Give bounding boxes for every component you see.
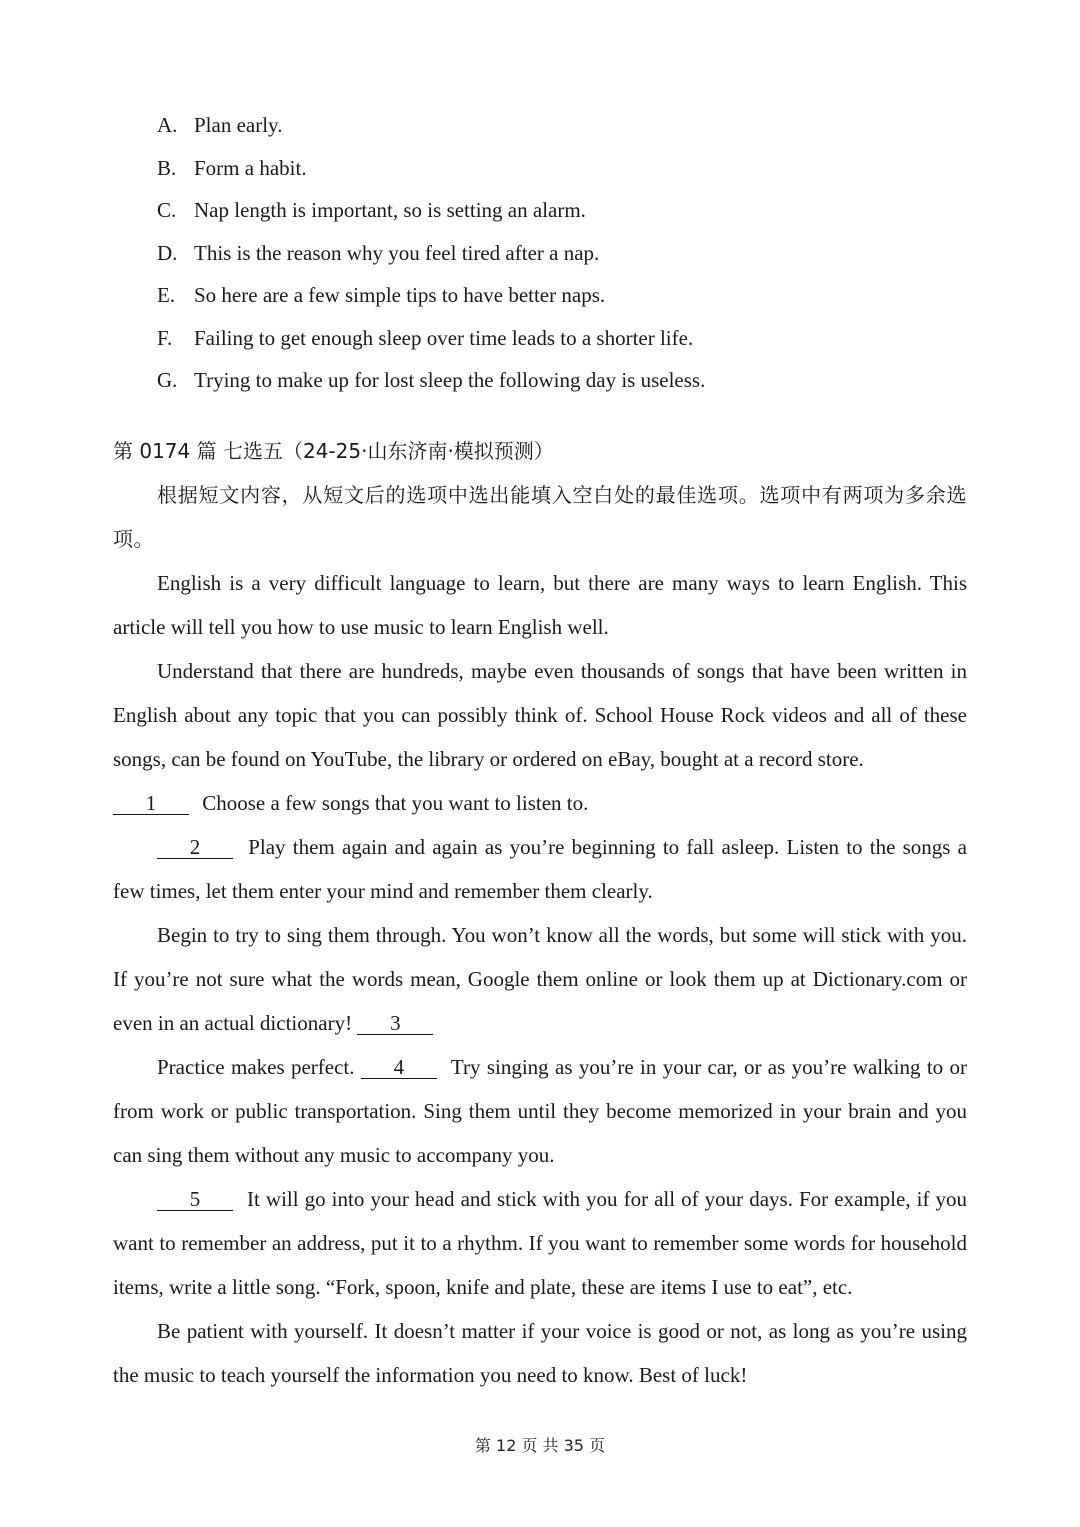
option-e [157, 274, 977, 317]
paragraph-text: It will go into your head and stick with you for all of your days. For example, if you want to remember an address, put it to a rhythm. If you want to remember some words for household items, write a little song. “Fork, spoon, knife and plate, these are items I use to eat”, etc. [113, 1187, 967, 1299]
option-text: So here are a few simple tips to have better naps. [194, 283, 606, 307]
option-d [157, 232, 977, 275]
passage-paragraph-7: Be patient with yourself. It doesn’t matter if your voice is good or not, as long as you’re using the music to teach yourself the information you need to know. Best of luck! [113, 1319, 967, 1387]
option-letter: D. [157, 240, 178, 265]
paragraph-text: Understand that there are hundreds, maybe even thousands of songs that have been written in English about any topic that you can possibly think of. School House Rock videos and all of these songs, can be found on YouTube, the library or ordered on eBay, bought at a record store. [113, 659, 967, 771]
paragraph-text: Practice makes perfect. [157, 1055, 355, 1079]
paragraph-text: Play them again and again as you’re beginning to fall asleep. Listen to the songs a few times, let them enter your mind and remember them clearly. [113, 835, 967, 903]
option-text: Nap length is important, so is setting an alarm. [194, 198, 586, 222]
option-letter: F. [157, 325, 173, 350]
option-letter: E. [157, 283, 176, 307]
paragraph-text: Choose a few songs that you want to listen to. [202, 791, 589, 815]
option-letter: B. [157, 155, 177, 180]
section-title [113, 430, 554, 472]
blank-5[interactable]: 5 [157, 1188, 233, 1211]
passage-paragraph-6 [113, 1177, 967, 1309]
passage-paragraph-4 [113, 913, 967, 1045]
passage-paragraph-2 [113, 649, 967, 781]
paragraph-text: Begin to try to sing them through. You won’t know all the words, but some will stick with you. If you’re not sure what the words mean, Google them online or look them up at Dictionary.com or even in an actual dictionary! [113, 923, 967, 1035]
blank-2[interactable]: 2 [157, 836, 233, 859]
passage-paragraph-2-cont [113, 781, 967, 825]
option-letter: A. [157, 113, 178, 137]
answer-options [157, 104, 977, 402]
option-text: Trying to make up for lost sleep the following day is useless. [194, 368, 706, 392]
instructions: 根据短文内容，从短文后的选项中选出能填入空白处的最佳选项。选项中有两项为多余选项。 [113, 483, 967, 551]
blank-3[interactable]: 3 [357, 1012, 433, 1035]
passage-paragraph-1: English is a very difficult language to learn, but there are many ways to learn English. This article will tell you how to use music to learn English well. [113, 571, 967, 639]
passage-paragraph-5 [113, 1045, 967, 1177]
passage-paragraph-3 [113, 825, 967, 913]
option-letter: G. [157, 368, 178, 392]
blank-1[interactable]: 1 [113, 792, 189, 815]
option-g [157, 359, 977, 402]
passage-body [113, 473, 967, 1397]
option-f [157, 317, 977, 360]
option-text: This is the reason why you feel tired after a nap. [194, 240, 600, 265]
paragraph-text: Try singing as you’re in your car, or as you’re walking to or from work or public transportation. Sing them until they become memorized in your brain and you can sing them without any music to accompany you. [113, 1055, 968, 1167]
option-text: Form a habit. [194, 155, 307, 180]
option-a [157, 104, 977, 147]
blank-4[interactable]: 4 [361, 1056, 437, 1079]
option-text: Failing to get enough sleep over time leads to a shorter life. [194, 325, 694, 350]
option-letter: C. [157, 198, 177, 222]
option-text: Plan early. [194, 113, 283, 137]
option-b [157, 147, 977, 190]
page-footer: 第 12 页 共 35 页 [474, 1436, 606, 1455]
option-c [157, 189, 977, 232]
section-title-text: 第 0174 篇 七选五（24-25·山东济南·模拟预测） [113, 439, 554, 463]
